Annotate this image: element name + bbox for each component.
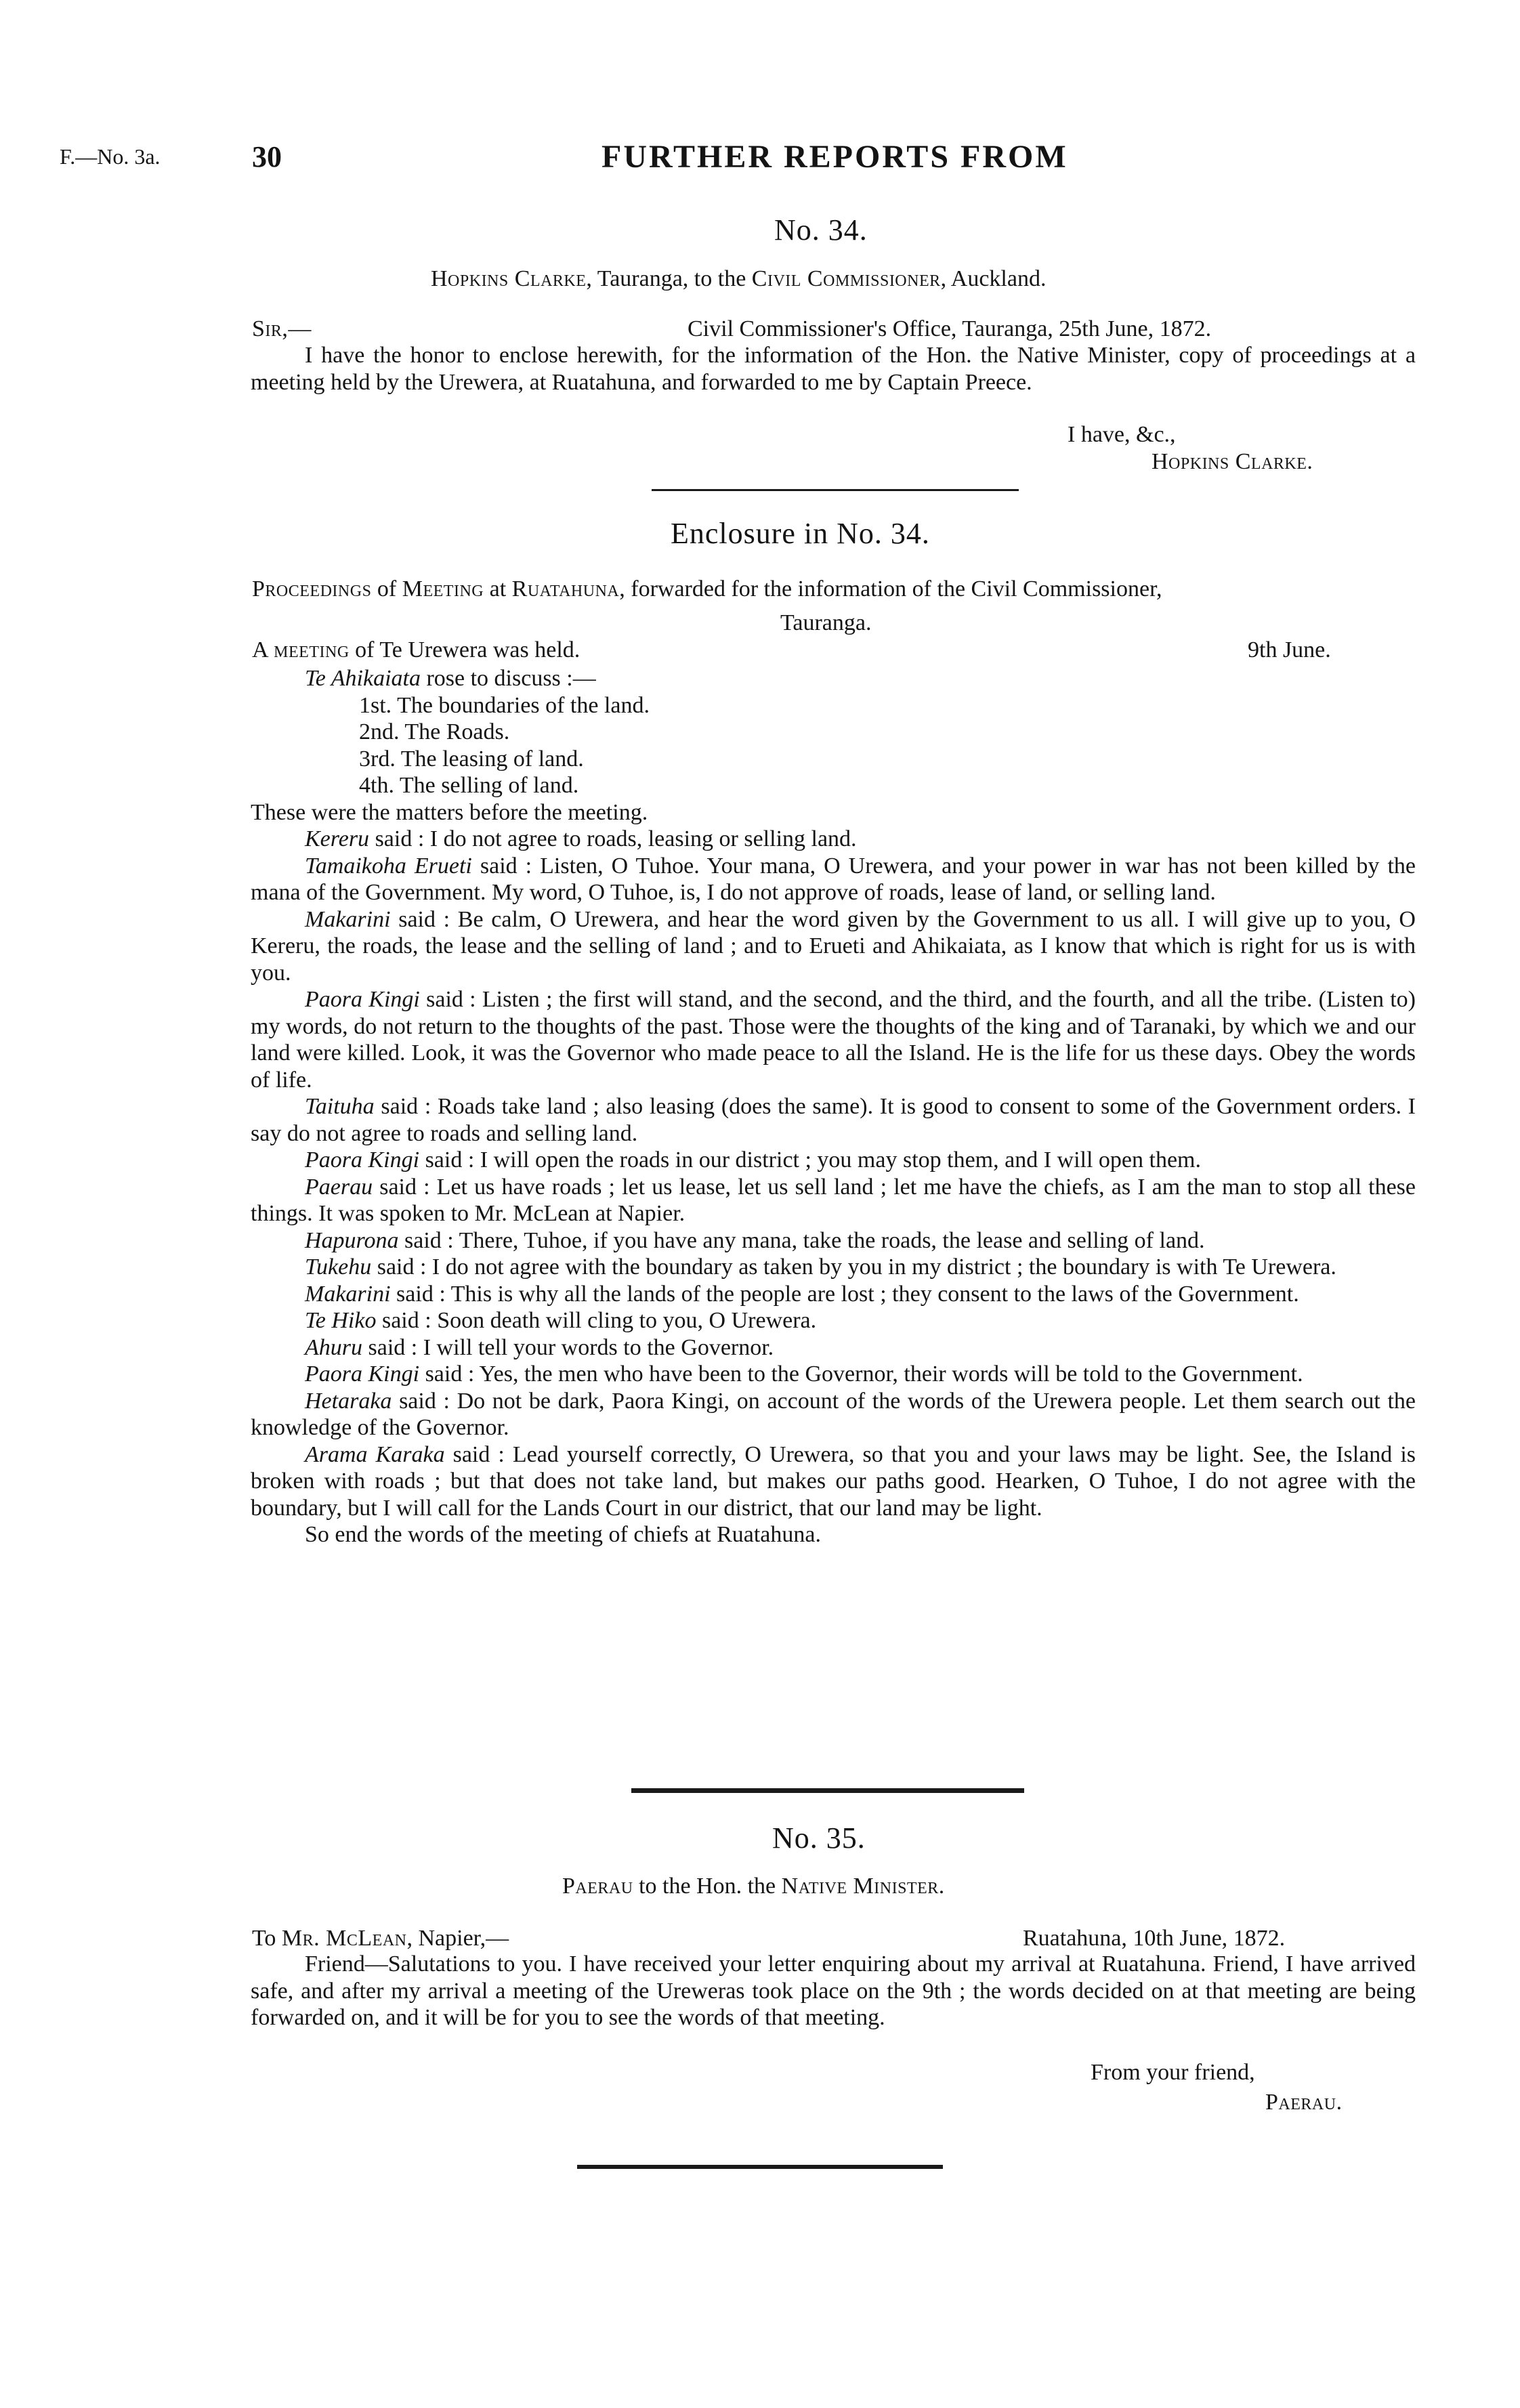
speaker-name: Makarini bbox=[305, 906, 391, 932]
speaker-name: Hetaraka bbox=[305, 1388, 392, 1414]
series-label: F.—No. 3a. bbox=[60, 144, 161, 169]
meeting-date: 9th June. bbox=[1248, 637, 1331, 662]
body-paragraph: I have the honor to enclose herewith, for the information of the Hon. the Native Minister, copy of proceedings at a meeting held by the Urewera, at Ruatahuna, and forwarded to me by Captain Preece. bbox=[251, 343, 1416, 395]
agenda-close: These were the matters before the meeting. bbox=[251, 799, 648, 825]
speech bbox=[251, 1334, 1416, 1361]
speaker-name: Te Ahikaiata bbox=[305, 666, 421, 691]
from-to-tail: , Auckland. bbox=[940, 266, 1047, 291]
letter-34-from-to bbox=[431, 266, 1046, 292]
speech-text: said : I do not agree with the boundary as taken by you in my district ; the boundary is with Te Urewera. bbox=[371, 1254, 1336, 1280]
speaker-name: Paerau bbox=[305, 1174, 373, 1200]
speech bbox=[251, 1361, 1416, 1388]
speaker-name: Te Hiko bbox=[305, 1308, 377, 1333]
proceedings-body bbox=[251, 665, 1416, 1548]
speech-text: said : Let us have roads ; let us lease, let us sell land ; let me have the chiefs, as I am the man to stop all these things. It was spoken to Mr. McLean at Napier. bbox=[251, 1174, 1416, 1226]
speech-text: said : Listen, O Tuhoe. Your mana, O Urewera, and your power in war has not been killed by the mana of the Government. My word, O Tuhoe, is, I do not approve of roads, lease of land, or selling land. bbox=[251, 853, 1416, 905]
speech-text: said : Roads take land ; also leasing (does the same). It is good to consent to some of the Government orders. I say do not agree to roads and selling land. bbox=[251, 1094, 1416, 1146]
enclosure-caption bbox=[252, 576, 1162, 602]
speech-text: said : Be calm, O Urewera, and hear the word given by the Government to us all. I will give up to you, O Kereru, the roads, the lease and the selling of land ; and to Erueti and Ahikaiata, as I know that which is right for us is with you. bbox=[251, 906, 1416, 986]
running-title: FURTHER REPORTS FROM bbox=[601, 139, 1068, 175]
speech bbox=[251, 1227, 1416, 1254]
caption-text: of bbox=[371, 576, 402, 601]
speaker-name: Arama Karaka bbox=[305, 1441, 445, 1467]
caption-proceedings: Proceedings bbox=[252, 576, 372, 601]
speech bbox=[251, 853, 1416, 906]
speech-text: said : I do not agree to roads, leasing or selling land. bbox=[369, 826, 857, 851]
letter-number-35: No. 35. bbox=[772, 1821, 866, 1855]
speaker-name: Paora Kingi bbox=[305, 1361, 420, 1387]
enclosure-title: Enclosure in No. 34. bbox=[671, 517, 930, 550]
speaker-name: Taituha bbox=[305, 1094, 375, 1119]
speaker-name: Ahuru bbox=[305, 1334, 362, 1360]
letter-35-from-to bbox=[562, 1873, 944, 1899]
letter-34-body bbox=[251, 342, 1416, 396]
sender-name: Paerau bbox=[562, 1874, 633, 1899]
page-number: 30 bbox=[252, 140, 282, 173]
speaker-name: Paora Kingi bbox=[305, 1147, 420, 1173]
addressee-name: Mr. McLean bbox=[281, 1926, 407, 1951]
section-divider bbox=[652, 489, 1019, 491]
speech bbox=[251, 986, 1416, 1093]
speech-text: said : Soon death will cling to you, O Urewera. bbox=[376, 1308, 817, 1333]
speaker-name: Paora Kingi bbox=[305, 987, 420, 1012]
intro-line bbox=[251, 665, 1416, 692]
speech-text: rose to discuss :— bbox=[420, 666, 596, 691]
speech-text: said : Do not be dark, Paora Kingi, on account of the words of the Urewera people. Let them search out the knowledge of the Governor. bbox=[251, 1388, 1416, 1440]
agenda-item: 3rd. The leasing of land. bbox=[359, 746, 584, 772]
dateline: Ruatahuna, 10th June, 1872. bbox=[1023, 1926, 1286, 1951]
sender-name: Hopkins Clarke bbox=[431, 266, 587, 291]
letter-35-body bbox=[251, 1951, 1416, 2031]
from-to-text: to the Hon. the bbox=[633, 1874, 782, 1899]
recipient-name: Civil Commissioner bbox=[751, 266, 941, 291]
speech bbox=[251, 1307, 1416, 1334]
speech bbox=[251, 1388, 1416, 1441]
caption-meeting: Meeting bbox=[402, 576, 484, 601]
address-lead: To bbox=[252, 1926, 282, 1951]
letter-number-34: No. 34. bbox=[774, 213, 868, 247]
caption-place: Ruatahuna bbox=[511, 576, 620, 601]
from-to-tail: . bbox=[938, 1874, 945, 1899]
speech bbox=[251, 1174, 1416, 1227]
speech bbox=[251, 1254, 1416, 1281]
speech bbox=[251, 1093, 1416, 1147]
speech-text: said : Yes, the men who have been to the Governor, their words will be told to the Government. bbox=[419, 1361, 1303, 1387]
speech-text: said : I will open the roads in our district ; you may stop them, and I will open them. bbox=[419, 1147, 1202, 1173]
section-divider-thick bbox=[631, 1788, 1024, 1793]
signature: Hopkins Clarke. bbox=[1152, 449, 1313, 474]
caption-text: at bbox=[484, 576, 512, 601]
closing: I have, &c., bbox=[1068, 422, 1176, 447]
speaker-name: Makarini bbox=[305, 1281, 391, 1307]
speech-text: said : There, Tuhoe, if you have any mana, take the roads, the lease and selling of land. bbox=[398, 1227, 1205, 1253]
speech-text: said : I will tell your words to the Governor. bbox=[362, 1334, 774, 1360]
speaker-name: Tamaikoha Erueti bbox=[305, 853, 472, 879]
speech bbox=[251, 1441, 1416, 1522]
agenda-item: 2nd. The Roads. bbox=[359, 719, 510, 744]
speech bbox=[251, 1281, 1416, 1308]
signature: Paerau. bbox=[1265, 2090, 1343, 2115]
closing: From your friend, bbox=[1091, 2060, 1255, 2085]
meeting-close: So end the words of the meeting of chiefs at Ruatahuna. bbox=[305, 1522, 821, 1547]
end-divider-thick bbox=[577, 2165, 943, 2169]
speech-text: said : This is why all the lands of the people are lost ; they consent to the laws of the Government. bbox=[390, 1281, 1299, 1307]
salutation: Sir,— bbox=[252, 316, 312, 341]
speaker-name: Kereru bbox=[305, 826, 370, 851]
caption-text: , forwarded for the information of the Civil Commissioner, bbox=[619, 576, 1162, 601]
speech bbox=[251, 1147, 1416, 1174]
speech bbox=[251, 826, 1416, 853]
enclosure-caption-2: Tauranga. bbox=[780, 610, 872, 635]
agenda-item: 4th. The selling of land. bbox=[359, 773, 579, 798]
opening-text: of Te Urewera was held. bbox=[349, 637, 580, 662]
speech bbox=[251, 906, 1416, 987]
body-paragraph: Friend—Salutations to you. I have received your letter enquiring about my arrival at Ruatahuna. Friend, I have arrived safe, and after my arrival a meeting of the Ureweras took place on the 9th ; the words decided on at that meeting are being forwarded on, and it will be for you to see the words of that meeting. bbox=[251, 1951, 1416, 2030]
speaker-name: Hapurona bbox=[305, 1227, 399, 1253]
dateline: Civil Commissioner's Office, Tauranga, 25th June, 1872. bbox=[688, 316, 1212, 341]
from-to-text: , Tauranga, to the bbox=[586, 266, 752, 291]
agenda-item: 1st. The boundaries of the land. bbox=[359, 692, 650, 718]
recipient-name: Native Minister bbox=[781, 1874, 939, 1899]
speech-text: said : Lead yourself correctly, O Urewera, so that you and your laws may be light. See, the Island is broken with roads ; but that does not take land, but makes our paths good. Hearken, O Tuhoe, I do not agree with the boundary, but I will call for the Lands Court in our district, that our land may be light. bbox=[251, 1441, 1416, 1521]
speaker-name: Tukehu bbox=[305, 1254, 372, 1280]
speech-text: said : Listen ; the first will stand, and the second, and the third, and the fourth, and all the tribe. (Listen to) my words, do not return to the thoughts of the past. Those were the thoughts of the king and of Taranaki, by which we and our land were killed. Look, it was the Governor who made peace to all the Island. He is the life for us these days. Obey the words of life. bbox=[251, 987, 1416, 1093]
address-rest: , Napier,— bbox=[406, 1926, 509, 1951]
address-line bbox=[252, 1925, 509, 1951]
meeting-opening bbox=[252, 637, 580, 663]
opening-lead: A meeting bbox=[252, 637, 350, 662]
